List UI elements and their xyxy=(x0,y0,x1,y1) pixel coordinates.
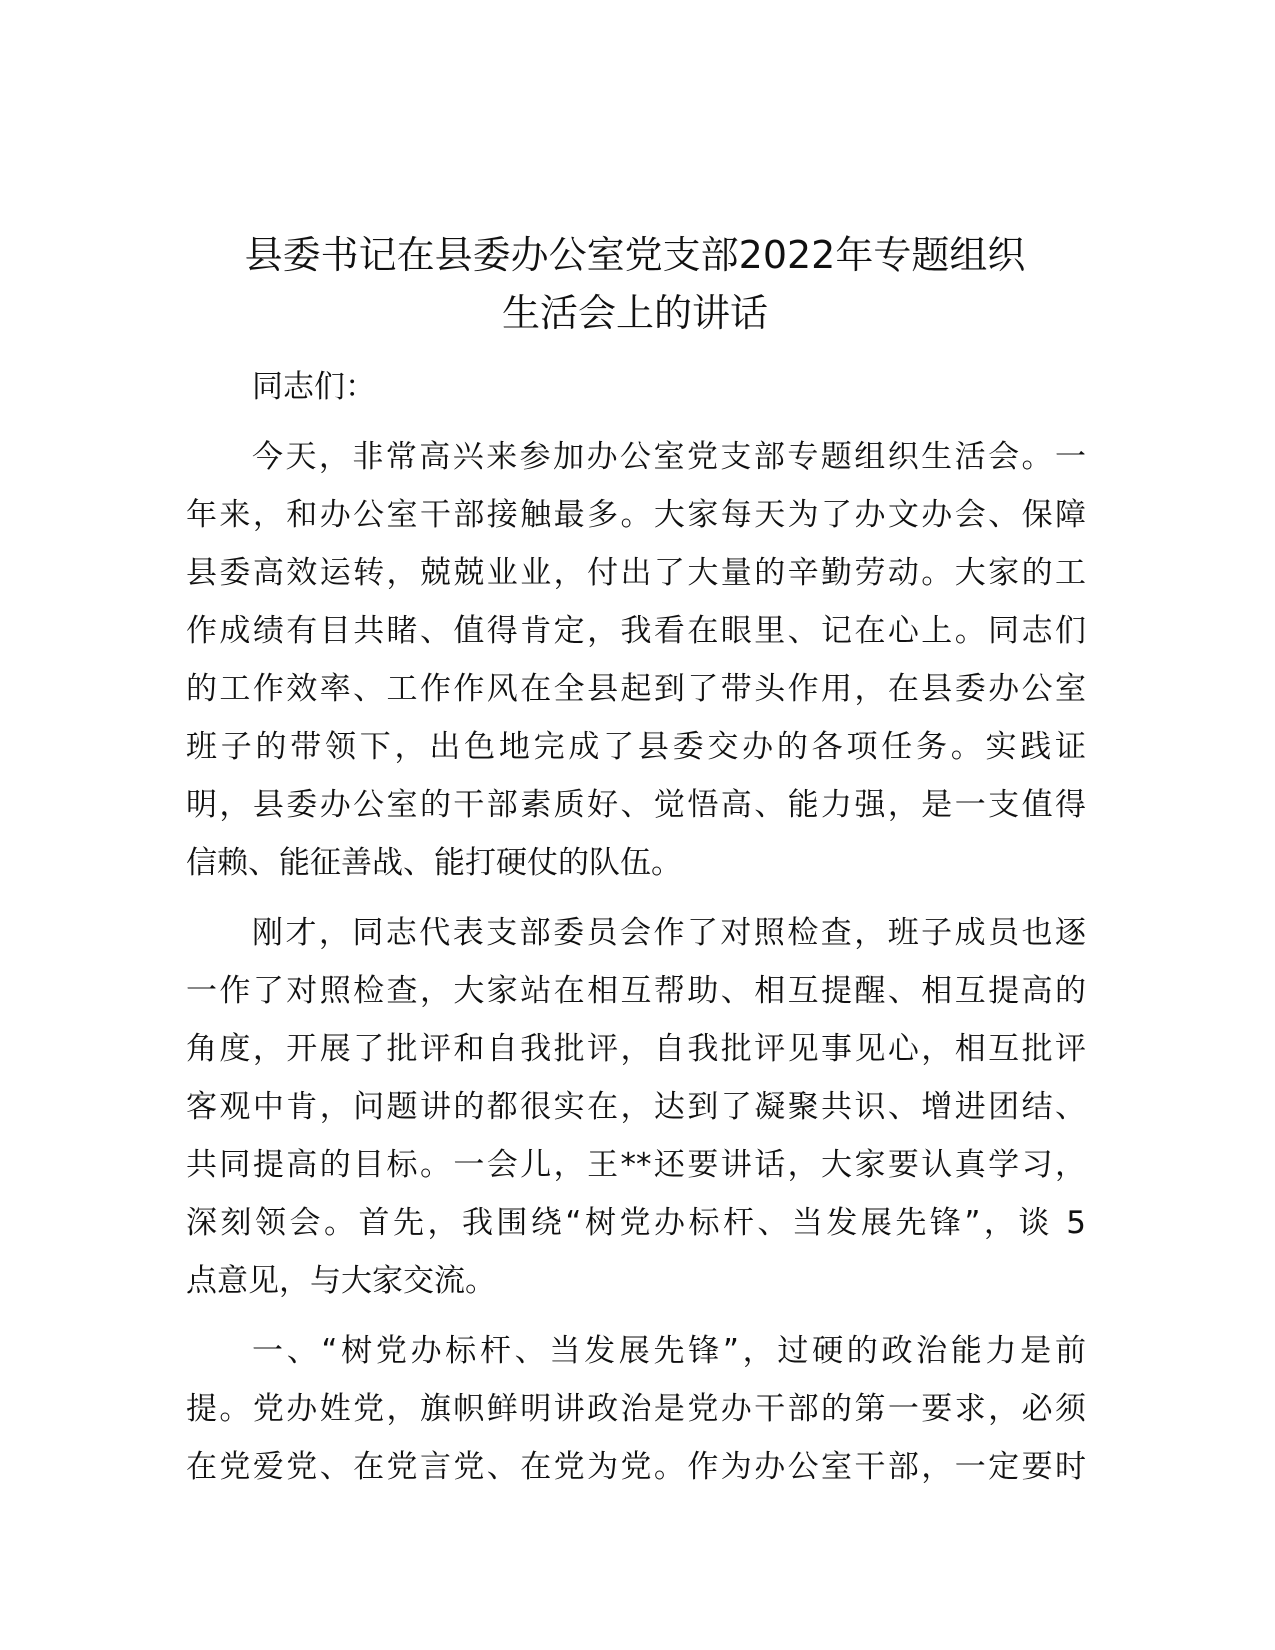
title-line-1: 县委书记在县委办公室党支部2022年专题组织 xyxy=(244,233,1026,277)
paragraph-line: 的工作效率、工作作风在全县起到了带头作用，在县委办公室 xyxy=(186,671,1086,707)
title-line-2: 生活会上的讲话 xyxy=(501,291,768,335)
paragraph-line: 深刻领会。首先，我围绕“树党办标杆、当发展先锋”，谈 5 xyxy=(186,1205,1086,1241)
paragraph-line: 县委高效运转，兢兢业业，付出了大量的辛勤劳动。大家的工 xyxy=(186,555,1086,591)
paragraph-line: 提。党办姓党，旗帜鲜明讲政治是党办干部的第一要求，必须 xyxy=(186,1391,1086,1427)
paragraph-line: 一、“树党办标杆、当发展先锋”，过硬的政治能力是前 xyxy=(252,1333,1086,1369)
paragraph-line: 点意见，与大家交流。 xyxy=(186,1263,496,1299)
paragraph-line: 今天，非常高兴来参加办公室党支部专题组织生活会。一 xyxy=(252,439,1086,475)
document-title xyxy=(185,226,1085,342)
paragraph-line: 明，县委办公室的干部素质好、觉悟高、能力强，是一支值得 xyxy=(186,787,1086,823)
paragraph-3 xyxy=(186,1322,1086,1496)
paragraph-2 xyxy=(186,904,1086,1310)
salutation: 同志们： xyxy=(252,369,376,405)
paragraph-line: 刚才，同志代表支部委员会作了对照检查，班子成员也逐 xyxy=(252,915,1086,951)
paragraph-line: 角度，开展了批评和自我批评，自我批评见事见心，相互批评 xyxy=(186,1031,1086,1067)
paragraph-line: 在党爱党、在党言党、在党为党。作为办公室干部，一定要时 xyxy=(186,1449,1086,1485)
document-body xyxy=(186,358,1086,1496)
paragraph-line: 客观中肯，问题讲的都很实在，达到了凝聚共识、增进团结、 xyxy=(186,1089,1086,1125)
paragraph-line: 信赖、能征善战、能打硬仗的队伍。 xyxy=(186,845,682,881)
paragraph-line: 共同提高的目标。一会儿，王**还要讲话，大家要认真学习， xyxy=(186,1147,1086,1183)
paragraph-line: 作成绩有目共睹、值得肯定，我看在眼里、记在心上。同志们 xyxy=(186,613,1086,649)
paragraph-line: 一作了对照检查，大家站在相互帮助、相互提醒、相互提高的 xyxy=(186,973,1086,1009)
paragraph-line: 年来，和办公室干部接触最多。大家每天为了办文办会、保障 xyxy=(186,497,1086,533)
paragraph-line: 班子的带领下，出色地完成了县委交办的各项任务。实践证 xyxy=(186,729,1086,765)
paragraph-1 xyxy=(186,428,1086,892)
